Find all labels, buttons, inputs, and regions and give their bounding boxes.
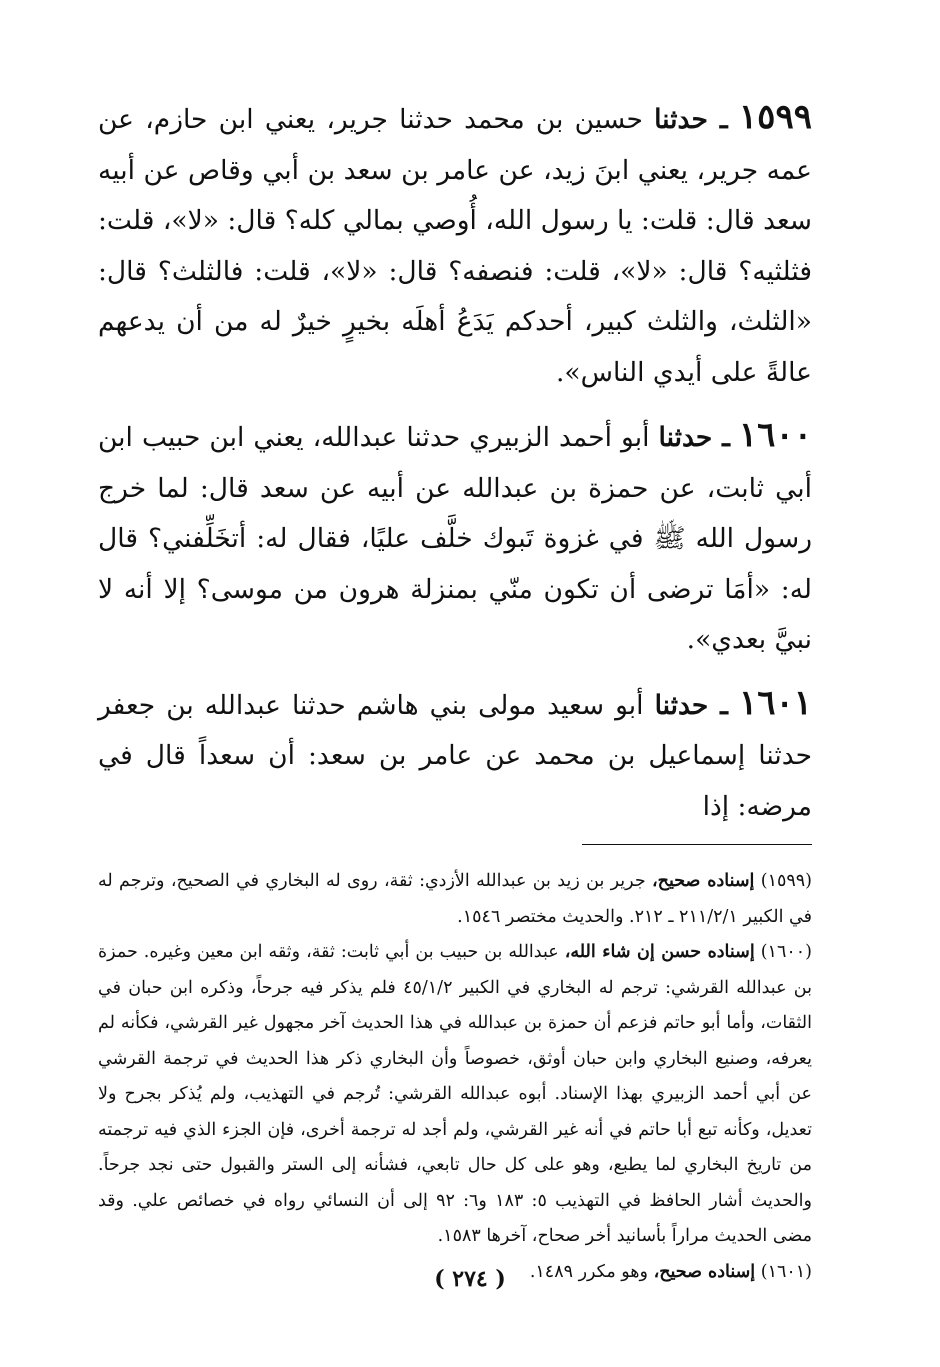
footnote-ref: (١٥٩٩): [760, 871, 812, 891]
hadith-keyword: ـ حدثنا: [654, 104, 728, 135]
footnote-grade: إسناده صحيح،: [653, 1261, 756, 1282]
hadith-1601: [98, 678, 812, 833]
footnote-1600: [98, 935, 812, 1255]
hadith-1600: [98, 410, 812, 666]
page-body: [98, 92, 812, 1290]
hadith-text: حسين بن محمد حدثنا جرير، يعني ابن حازم، عن عمه جرير، يعني ابنَ زيد، عن عامر بن سعد بن أبي وقاص عن أبيه سعد قال: قلت: يا رسول الله، أُوصي بمالي كله؟ قال: «لا»، قلت: فثلثيه؟ قال: «لا»، قلت: فنصفه؟ قال: «لا»، قلت: فالثلث؟ قال: «الثلث، والثلث كبير، أحدكم يَدَعُ أهلَه بخيرٍ خيرٌ له من أن يدعهم عالةً على أيدي الناس».: [98, 104, 812, 388]
hadith-text: أبو سعيد مولى بني هاشم حدثنا عبدالله بن جعفر حدثنا إسماعيل بن محمد عن عامر بن سعد: أن سعداً قال في مرضه: إذا: [98, 689, 812, 822]
footnote-grade: إسناده صحيح،: [652, 871, 755, 891]
footnote-grade: إسناده حسن إن شاء الله،: [564, 942, 755, 962]
main-text: [98, 92, 812, 832]
footnote-ref: (١٦٠١): [760, 1261, 812, 1282]
hadith-number: ١٥٩٩: [738, 97, 812, 137]
hadith-text: أبو أحمد الزبيري حدثنا عبدالله، يعني ابن حبيب ابن أبي ثابت، عن حمزة بن عبدالله عن أبيه عن سعد قال: لما خرج رسول الله ﷺ في غزوة تَبوك خلَّف عليًا، فقال له: أتخَلِّفني؟ قال له: «أمَا ترضى أن تكون منّي بمنزلة هرون من موسى؟ إلا أنه لا نبيَّ بعدي».: [98, 422, 812, 655]
separator-line: [582, 844, 812, 845]
hadith-keyword: ـ حدثنا: [658, 422, 730, 453]
footnote-text: وهو مكرر ١٤٨٩.: [529, 1261, 648, 1282]
footnote-text: عبدالله بن حبيب بن أبي ثابت: ثقة، وثقه ابن معين وغيره. حمزة بن عبدالله القرشي: ترجم له البخاري في الكبير ٤٥/١/٢ فلم يذكر فيه جرحاً، وذكره ابن حبان في الثقات، وأما أبو حاتم فزعم أن حمزة بن عبدالله في هذا الحديث آخر مجهول غير القرشي، فكأنه لم يعرفه، وصنيع البخاري وابن حبان أوثق، خصوصاً وأن البخاري ذكر هذا الحديث في ترجمة القرشي عن أبي أحمد الزبيري بهذا الإسناد. أبوه عبدالله القرشي: تُرجم في التهذيب، ولم يُذكر بجرح ولا تعديل، وكأنه تبع أبا حاتم في أنه غير القرشي، ولم أجد له ترجمة أخرى، فإن الجزء الذي فيه ترجمته من تاريخ البخاري لما يطبع، وهو على كل حال تابعي، فشأنه إلى الستر والقبول حتى نجد جرحاً. والحديث أشار الحافظ في التهذيب ٥: ١٨٣ و٦: ٩٢ إلى أن النسائي رواه في خصائص علي. وقد مضى الحديث مراراً بأسانيد أخر صحاح، آخرها ١٥٨٣.: [98, 942, 812, 1246]
hadith-number: ١٦٠١: [738, 682, 812, 723]
page-number: ( ٢٧٤ ): [434, 1266, 506, 1292]
hadith-keyword: ـ حدثنا: [654, 689, 728, 721]
hadith-number: ١٦٠٠: [738, 415, 812, 455]
hadith-1599: [98, 92, 812, 398]
footnote-separator: [98, 844, 812, 858]
footnote-1599: [98, 864, 812, 935]
footnote-ref: (١٦٠٠): [760, 942, 812, 962]
footnotes: [98, 864, 812, 1290]
footnote-text: جرير بن زيد بن عبدالله الأزدي: ثقة، روى له البخاري في الصحيح، وترجم له في الكبير ٢١١/٢/١ ـ ٢١٢. والحديث مختصر ١٥٤٦.: [98, 871, 812, 927]
